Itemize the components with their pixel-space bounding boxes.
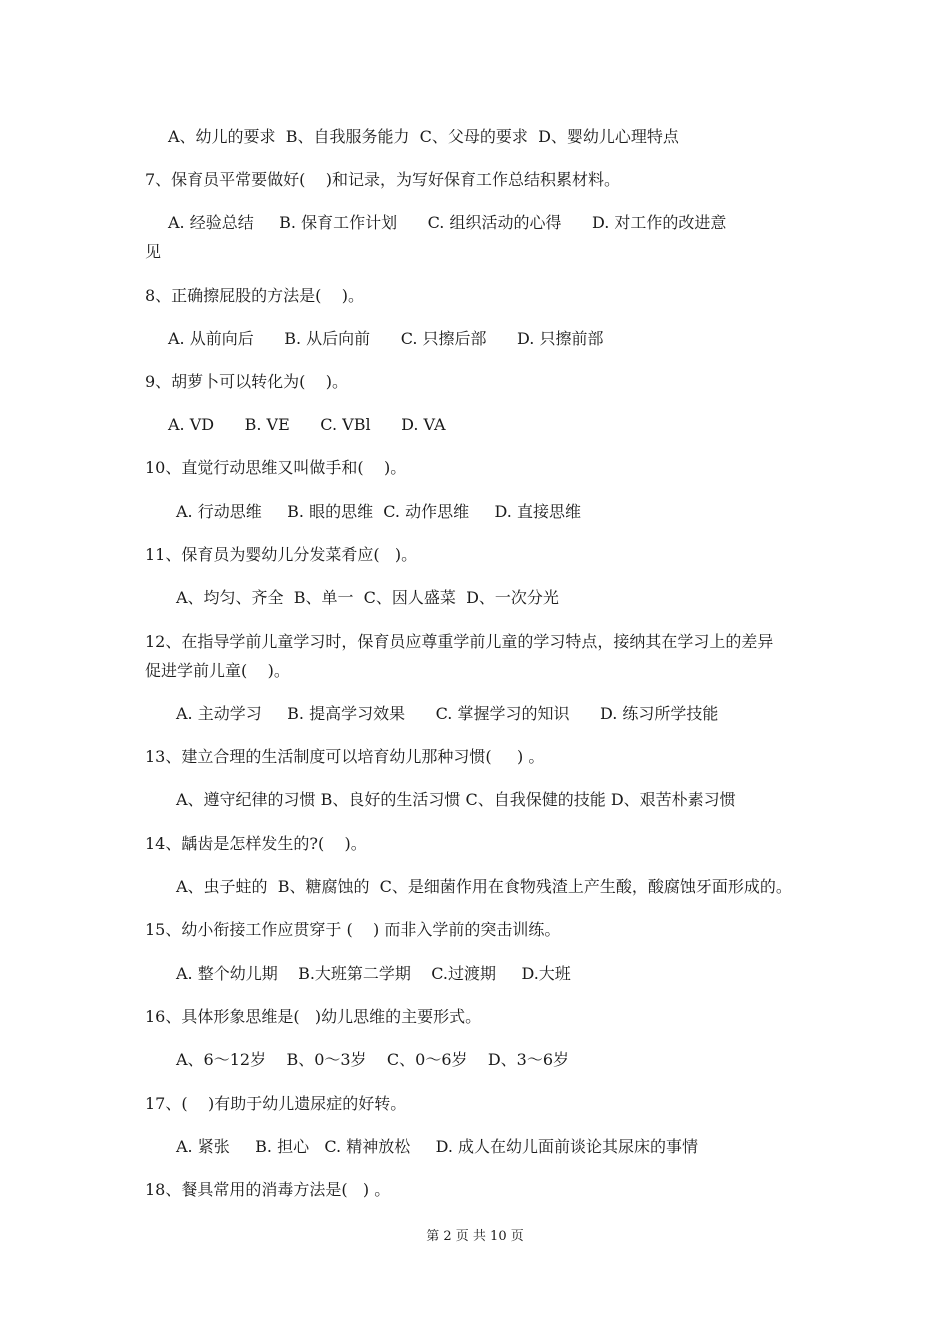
question-10: 10、直觉行动思维又叫做手和( )。 — [145, 458, 407, 477]
question-16: 16、具体形象思维是( )幼儿思维的主要形式。 — [145, 1007, 482, 1026]
question-9: 9、胡萝卜可以转化为( )。 — [145, 372, 349, 391]
option-line-q17: A. 紧张 B. 担心 C. 精神放松 D. 成人在幼儿面前谈论其尿床的事情 — [176, 1137, 699, 1156]
question-15: 15、幼小衔接工作应贯穿于 ( ) 而非入学前的突击训练。 — [145, 920, 561, 939]
question-14: 14、龋齿是怎样发生的?( )。 — [145, 834, 367, 853]
question-8: 8、正确擦屁股的方法是( )。 — [145, 286, 365, 305]
option-line-q12: A. 主动学习 B. 提高学习效果 C. 掌握学习的知识 D. 练习所学技能 — [176, 704, 719, 723]
option-line-q13: A、遵守纪律的习惯 B、良好的生活习惯 C、自我保健的技能 D、艰苦朴素习惯 — [176, 790, 736, 809]
option-line-q9: A. VD B. VE C. VBl D. VA — [168, 415, 446, 434]
page-footer: 第 2 页 共 10 页 — [426, 1229, 524, 1244]
question-13: 13、建立合理的生活制度可以培育幼儿那种习惯( ) 。 — [145, 747, 545, 766]
option-line-q15: A. 整个幼儿期 B.大班第二学期 C.过渡期 D.大班 — [176, 964, 571, 983]
option-line-q7: A. 经验总结 B. 保育工作计划 C. 组织活动的心得 D. 对工作的改进意 — [168, 213, 727, 232]
question-7: 7、保育员平常要做好( )和记录，为写好保育工作总结积累材料。 — [145, 170, 621, 189]
question-12: 12、在指导学前儿童学习时，保育员应尊重学前儿童的学习特点，接纳其在学习上的差异 — [145, 632, 774, 651]
question-12-cont: 促进学前儿童( )。 — [145, 661, 290, 680]
question-17: 17、( )有助于幼儿遗尿症的好转。 — [145, 1094, 407, 1113]
option-line-q6: A、幼儿的要求 B、自我服务能力 C、父母的要求 D、婴幼儿心理特点 — [168, 127, 679, 146]
option-line-q8: A. 从前向后 B. 从后向前 C. 只擦后部 D. 只擦前部 — [168, 329, 604, 348]
option-line-q14: A、虫子蛀的 B、糖腐蚀的 C、是细菌作用在食物残渣上产生酸，酸腐蚀牙面形成的。 — [176, 877, 792, 896]
option-line-q10: A. 行动思维 B. 眼的思维 C. 动作思维 D. 直接思维 — [176, 502, 581, 521]
option-line-q7-cont: 见 — [145, 242, 162, 261]
option-line-q16: A、6～12岁 B、0～3岁 C、0～6岁 D、3～6岁 — [176, 1050, 570, 1069]
option-line-q11: A、均匀、齐全 B、单一 C、因人盛菜 D、一次分光 — [176, 588, 559, 607]
question-18: 18、餐具常用的消毒方法是( ) 。 — [145, 1180, 391, 1199]
question-11: 11、保育员为婴幼儿分发菜肴应( )。 — [145, 545, 418, 564]
